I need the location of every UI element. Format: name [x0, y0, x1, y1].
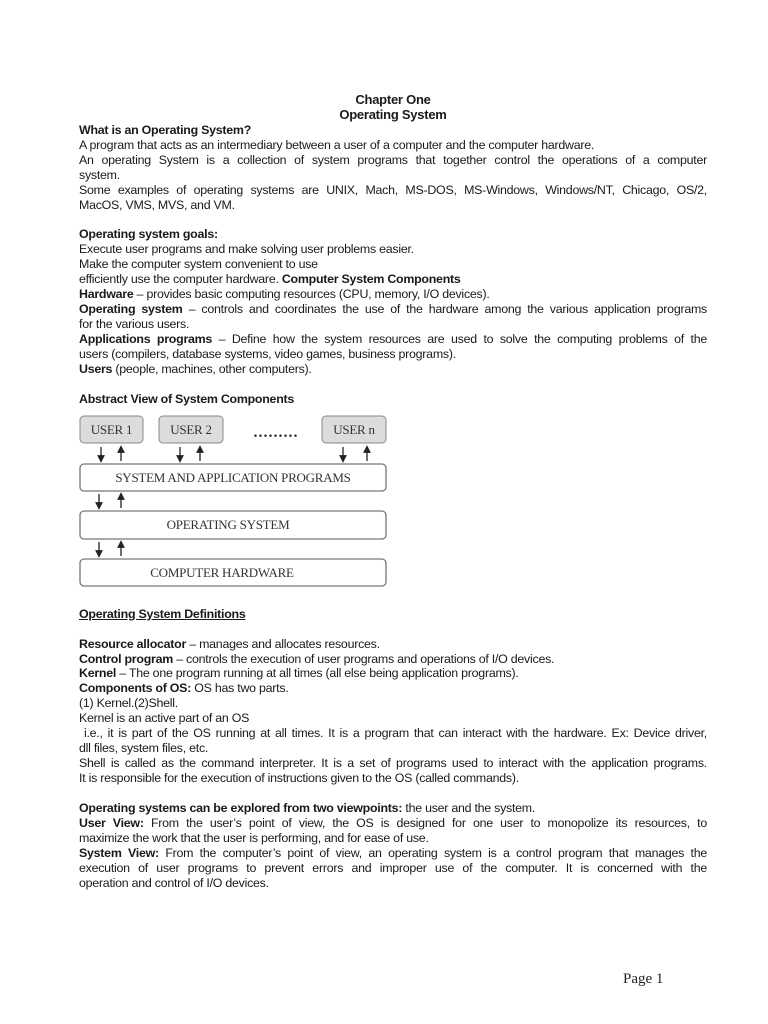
text: MacOS, VMS, MVS, and VM. — [79, 197, 235, 212]
text: Execute user programs and make solving user problems easier. — [79, 242, 414, 257]
user-box-n — [322, 416, 386, 443]
text-line — [79, 801, 707, 816]
text: OS has two parts. — [191, 681, 289, 696]
text-line — [79, 347, 707, 362]
bold-text: System View: — [79, 845, 159, 860]
text-line — [79, 242, 707, 257]
bold-text: What is an Operating System? — [79, 122, 252, 137]
text-line — [79, 362, 707, 377]
ellipsis: ......... — [253, 423, 299, 441]
text-line — [79, 756, 707, 771]
layer-operating-system — [80, 511, 386, 539]
bold-text: Kernel — [79, 666, 117, 681]
system-components-diagram — [79, 407, 707, 607]
text-line — [79, 168, 707, 183]
text: Kernel is an active part of an OS — [79, 711, 250, 726]
text-line — [79, 183, 707, 198]
text: A program that acts as an intermediary between a user of a computer and the computer hardware. — [79, 137, 595, 152]
text: dll files, system files, etc. — [79, 741, 209, 756]
user-label: USER 2 — [170, 421, 212, 437]
text-line — [79, 876, 707, 891]
bold-text: Chapter One — [355, 92, 431, 107]
user-box-2 — [159, 416, 223, 443]
text: From the computer’s point of view, an operating system is a control program that manages the — [158, 845, 707, 860]
bold-text: Control program — [79, 651, 173, 666]
bold-text: Operating system goals: — [79, 227, 218, 242]
text: It is responsible for the execution of instructions given to the OS (called commands). — [79, 771, 519, 785]
text: From the user’s point of view, the OS is designed for one user to monopolize its resources, to — [143, 815, 708, 830]
text-line — [79, 93, 707, 108]
text: – manages and allocates resources. — [186, 636, 380, 651]
text: Make the computer system convenient to use — [79, 257, 318, 272]
text-line — [79, 711, 707, 726]
text-line — [79, 272, 707, 287]
bold-text: Users — [79, 361, 113, 376]
text: maximize the work that the user is performing, and for ease of use. — [79, 830, 429, 845]
text-line — [79, 198, 707, 213]
text-line — [79, 302, 707, 317]
text-line — [79, 696, 707, 711]
blank-line — [79, 786, 707, 801]
text-line — [79, 831, 707, 846]
layer-label: SYSTEM AND APPLICATION PROGRAMS — [115, 469, 351, 485]
bold-text: Hardware — [79, 287, 134, 302]
text: (1) Kernel.(2)Shell. — [79, 696, 178, 711]
text-line — [79, 153, 707, 168]
layer-hardware — [80, 559, 386, 586]
text: operation and control of I/O devices. — [79, 875, 269, 890]
text: system. — [79, 167, 120, 182]
text-line — [79, 846, 707, 861]
text: – controls the execution of user programs and operations of I/O devices. — [173, 651, 555, 666]
text: Shell is called as the command interpreter. It is a set of programs used to interact with the application programs. — [79, 756, 707, 771]
layer-programs — [80, 464, 386, 491]
text: An operating System is a collection of system programs that together control the operations of a computer — [79, 152, 707, 167]
bold-text: Operating System — [339, 106, 447, 122]
text-line — [79, 771, 707, 786]
blank-line — [79, 213, 707, 228]
text-line — [79, 287, 707, 302]
text: execution of user programs to prevent errors and improper use of the computer. It is concerned with the — [79, 860, 707, 875]
text-line — [79, 816, 707, 831]
text-line — [79, 726, 707, 741]
bold-text: Abstract View of System Components — [79, 391, 295, 406]
text-line — [79, 637, 707, 652]
text: the user and the system. — [402, 800, 536, 815]
blank-line — [79, 377, 707, 392]
bold-text: Computer System Components — [281, 272, 461, 287]
text: users (compilers, database systems, video games, business programs). — [79, 346, 456, 361]
bold-text: Applications programs — [79, 332, 213, 346]
text-line — [79, 681, 707, 696]
text-line — [79, 227, 707, 242]
text-line — [79, 317, 707, 332]
text-line — [79, 332, 707, 347]
text-line — [79, 257, 707, 272]
user-label: USER 1 — [90, 421, 133, 437]
layer-label: OPERATING SYSTEM — [166, 516, 290, 532]
page-number: Page 1 — [623, 971, 664, 987]
text: – provides basic computing resources (CPU, memory, I/O devices). — [133, 287, 490, 302]
text-line — [79, 108, 707, 123]
text-line — [79, 607, 707, 622]
text: – Define how the system resources are used to solve the computing problems of the — [212, 332, 707, 346]
text-line — [79, 138, 707, 153]
text: – The one program running at all times (all else being application programs). — [116, 666, 519, 681]
bold-text: Components of OS: — [79, 681, 192, 696]
text: i.e., it is part of the OS running at all times. It is a program that can interact with the hardware. Ex: Device driver, — [79, 726, 707, 741]
text: efficiently use the computer hardware. — [79, 272, 282, 287]
user-label: USER n — [333, 421, 375, 437]
bold-text: Operating system — [79, 302, 183, 317]
bold-text: Operating System Definitions — [79, 606, 246, 621]
layer-label: COMPUTER HARDWARE — [150, 564, 294, 580]
bold-text: User View: — [79, 815, 144, 830]
text-line — [79, 861, 707, 876]
text-line — [79, 652, 707, 667]
bold-text: Operating systems can be explored from two viewpoints: — [79, 800, 403, 815]
text-line — [79, 392, 707, 407]
text: – controls and coordinates the use of the hardware among the various application programs — [182, 302, 708, 317]
text-line — [79, 741, 707, 756]
text: (people, machines, other computers). — [112, 361, 312, 376]
bold-text: Resource allocator — [79, 636, 187, 651]
user-box-1 — [80, 416, 143, 443]
blank-line — [79, 622, 707, 637]
document-body — [79, 93, 707, 891]
text: for the various users. — [79, 317, 190, 332]
text-line — [79, 123, 707, 138]
text-line — [79, 666, 707, 681]
text: Some examples of operating systems are UNIX, Mach, MS-DOS, MS-Windows, Windows/NT, Chicago, OS/2, — [79, 182, 707, 197]
